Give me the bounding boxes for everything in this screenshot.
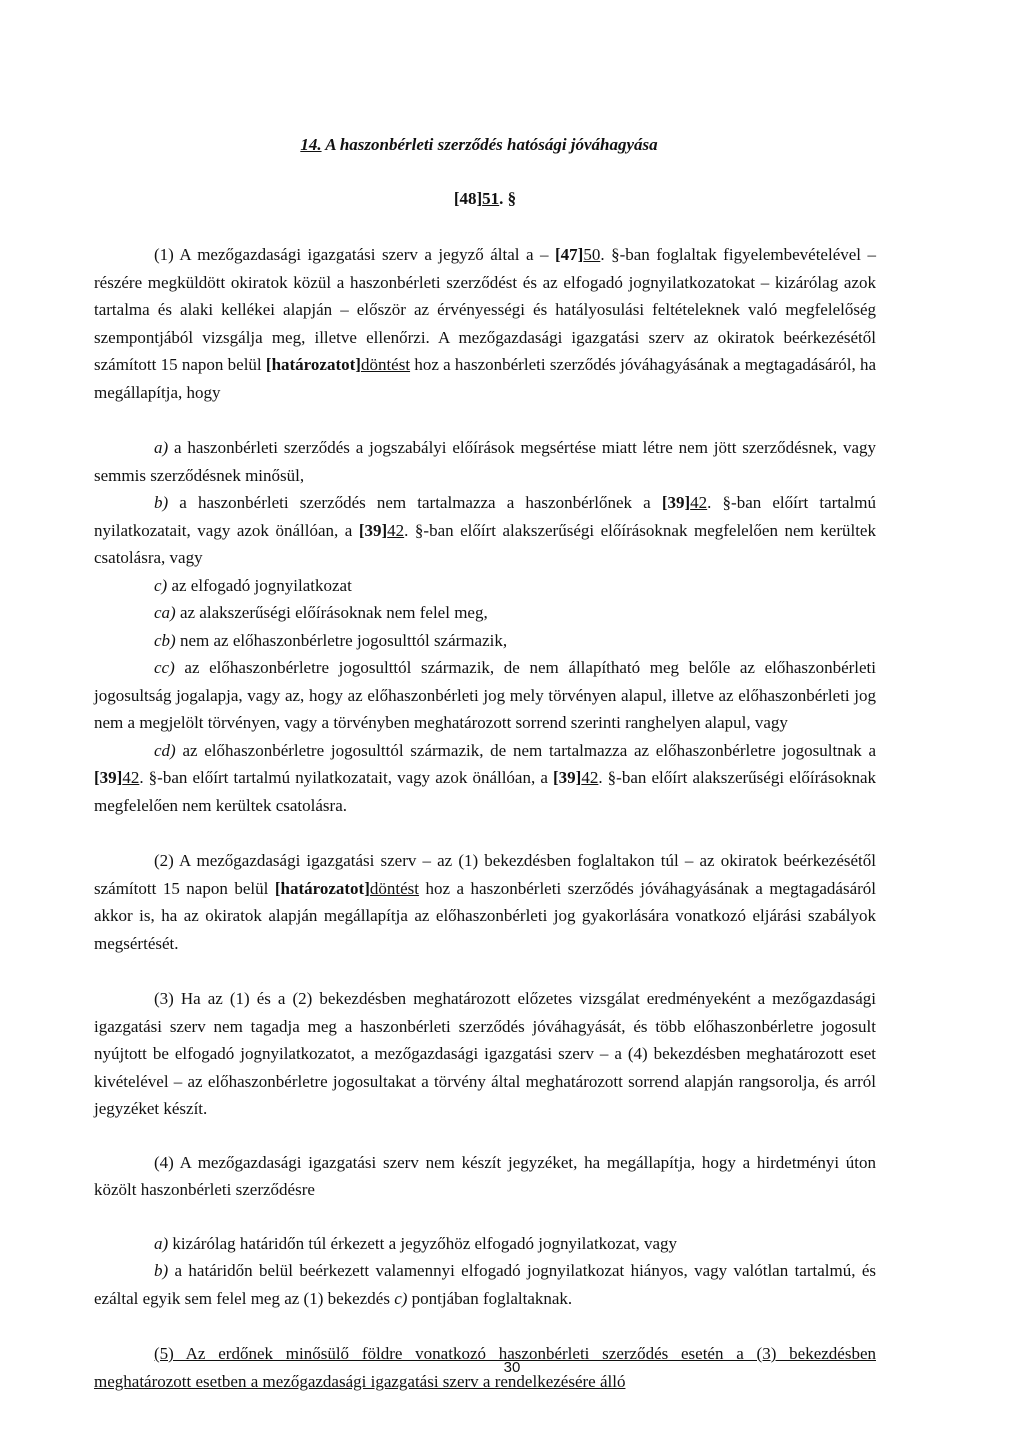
page-number: 30 bbox=[503, 1359, 521, 1376]
point-text: az elfogadó jognyilatkozat bbox=[167, 575, 352, 595]
text-run: . §-ban előírt alakszerűségi előírásoknak megfelelően nem kerültek csatolásra, vagy bbox=[94, 520, 876, 567]
paragraph-1 bbox=[94, 241, 876, 406]
point-text: kizárólag határidőn túl érkezett a jegyzőhöz elfogadó jognyilatkozat, vagy bbox=[168, 1233, 678, 1253]
deleted-text: [határozatot] bbox=[274, 878, 370, 898]
point-text: nem az előhaszonbérletre jogosulttól származik, bbox=[175, 630, 508, 650]
section-new-number: 51 bbox=[482, 188, 500, 208]
section-number bbox=[94, 185, 876, 213]
text-run: . §-ban előírt tartalmú nyilatkozatait, vagy azok önállóan, a bbox=[94, 493, 876, 540]
point-text: a haszonbérleti szerződés a jogszabályi előírások megsértése miatt létre nem jött szerződésnek, vagy semmis szerződésnek minősül, bbox=[94, 438, 876, 485]
text-run: hoz a haszonbérleti szerződés jóváhagyásának a megtagadásáról, ha megállapítja, hogy bbox=[94, 355, 877, 402]
text-run: (2) A mezőgazdasági igazgatási szerv – az (1) bekezdésben foglaltakon túl – az okiratok beérkezésétől számított 15 napon belül bbox=[94, 851, 876, 898]
point-label: c) bbox=[154, 575, 168, 595]
chapter-heading bbox=[82, 131, 876, 159]
inserted-reference: 42 bbox=[122, 768, 140, 787]
paragraph-4-point-a bbox=[94, 1230, 876, 1258]
text-run: a határidőn belül beérkezett valamennyi elfogadó jognyilatkozat hiányos, vagy valótlan tartalmú, és ezáltal egyik sem felel meg az (1) bekezdés bbox=[94, 1261, 876, 1308]
text-run: hoz a haszonbérleti szerződés jóváhagyásának a megtagadásáról akkor is, ha az okiratok alapján megállapítja az előhaszonbérleti jog gyakorlására vonatkozó eljárási szabályok megsértését. bbox=[94, 878, 877, 953]
chapter-number: 14. bbox=[300, 135, 322, 154]
point-label: ca) bbox=[154, 603, 176, 622]
deleted-reference: [47] bbox=[555, 245, 584, 264]
paragraph-3: (3) Ha az (1) és a (2) bekezdésben meghatározott előzetes vizsgálat eredményeként a mezőgazdasági igazgatási szerv nem tagadja meg a haszonbérleti szerződés jóváhagyását, és több előhaszonbérletre jogosult nyújtott be elfogadó jognyilatkozatot, a mezőgazdasági igazgatási szerv – a (4) bekezdésben meghatározott eset kivételével – az előhaszonbérletre jogosultakat a törvény által meghatározott sorrend alapján rangsorolja, és arról jegyzéket készít. bbox=[94, 989, 876, 1118]
point-reference: c) bbox=[394, 1288, 408, 1308]
point-label: cd) bbox=[154, 740, 176, 760]
text-run: pontjában foglaltaknak. bbox=[407, 1288, 573, 1308]
point-label: a) bbox=[154, 1233, 169, 1253]
text-run: a haszonbérleti szerződés nem tartalmazza a haszonbérlőnek a bbox=[168, 493, 662, 512]
point-c bbox=[94, 572, 876, 600]
inserted-text: döntést bbox=[360, 355, 411, 374]
subpoint-cb bbox=[94, 627, 876, 655]
deleted-reference: [39] bbox=[94, 768, 123, 787]
text-run: . §-ban előírt alakszerűségi előírásoknak megfelelően nem kerültek csatolásra. bbox=[94, 768, 877, 815]
text-run: az előhaszonbérletre jogosulttól származik, de nem tartalmazza az előhaszonbérletre jogosultnak a bbox=[175, 740, 876, 760]
inserted-reference: 50 bbox=[583, 245, 601, 264]
deleted-reference: [39] bbox=[661, 493, 691, 512]
deleted-text: [határozatot] bbox=[265, 355, 361, 374]
deleted-reference: [39] bbox=[358, 520, 388, 540]
point-label: b) bbox=[154, 1261, 169, 1280]
text-run: . §-ban foglaltak figyelembevételével – részére megküldött okiratok közül a haszonbérleti szerződést és az elfogadó jognyilatkozatokat – kizárólag azok tartalma és alaki kellékei alapján – először az érvényességi és hatályosulási feltételeknek való megfelelőség szempontjából vizsgálja meg, illetve ellenőrzi. A mezőgazdasági igazgatási szerv az okiratok beérkezésétől számított 15 napon belül bbox=[94, 245, 876, 374]
point-a bbox=[94, 434, 876, 489]
text-run: . §-ban előírt tartalmú nyilatkozatait, vagy azok önállóan, a bbox=[139, 768, 553, 787]
point-text: az alakszerűségi előírásoknak nem felel meg, bbox=[175, 603, 488, 622]
chapter-title: A haszonbérleti szerződés hatósági jóváhagyása bbox=[325, 135, 658, 154]
document-body bbox=[94, 131, 876, 1395]
text-run: (1) A mezőgazdasági igazgatási szerv a jegyző által a – bbox=[154, 245, 555, 264]
inserted-reference: 42 bbox=[690, 493, 708, 512]
inserted-reference: 42 bbox=[387, 520, 405, 540]
paragraph-5-inserted: (5) Az erdőnek minősülő földre vonatkozó haszonbérleti szerződés esetén a (3) bekezdésben meghatározott esetben a mezőgazdasági igazgatási szerv a rendelkezésére álló bbox=[94, 1344, 876, 1391]
inserted-text: döntést bbox=[369, 878, 419, 898]
subpoint-cc bbox=[94, 654, 876, 737]
point-label: a) bbox=[154, 438, 169, 457]
point-label: cc) bbox=[154, 658, 175, 677]
paragraph-4-point-b bbox=[94, 1257, 876, 1312]
subpoint-cd bbox=[94, 737, 876, 820]
point-b bbox=[94, 489, 876, 572]
paragraph-2 bbox=[94, 847, 876, 957]
point-text: az előhaszonbérletre jogosulttól származik, de nem állapítható meg belőle az előhaszonbérleti jogosultság jogalapja, vagy az, hogy az előhaszonbérleti jog mely törvényen alapul, illetve az előhaszonbérleti jog nem a megjelölt törvényen, vagy a törvényben meghatározott sorrend szerinti ranghelyen alapul, vagy bbox=[94, 658, 876, 732]
point-label: cb) bbox=[154, 630, 176, 650]
inserted-reference: 42 bbox=[581, 768, 599, 787]
paragraph-4: (4) A mezőgazdasági igazgatási szerv nem készít jegyzéket, ha megállapítja, hogy a hirdetményi úton közölt haszonbérleti szerződésre bbox=[94, 1152, 876, 1199]
subpoint-ca bbox=[94, 599, 876, 627]
point-label: b) bbox=[154, 493, 169, 512]
section-old-number: [48] bbox=[453, 188, 483, 208]
section-sign: . § bbox=[499, 188, 517, 208]
deleted-reference: [39] bbox=[553, 768, 582, 787]
